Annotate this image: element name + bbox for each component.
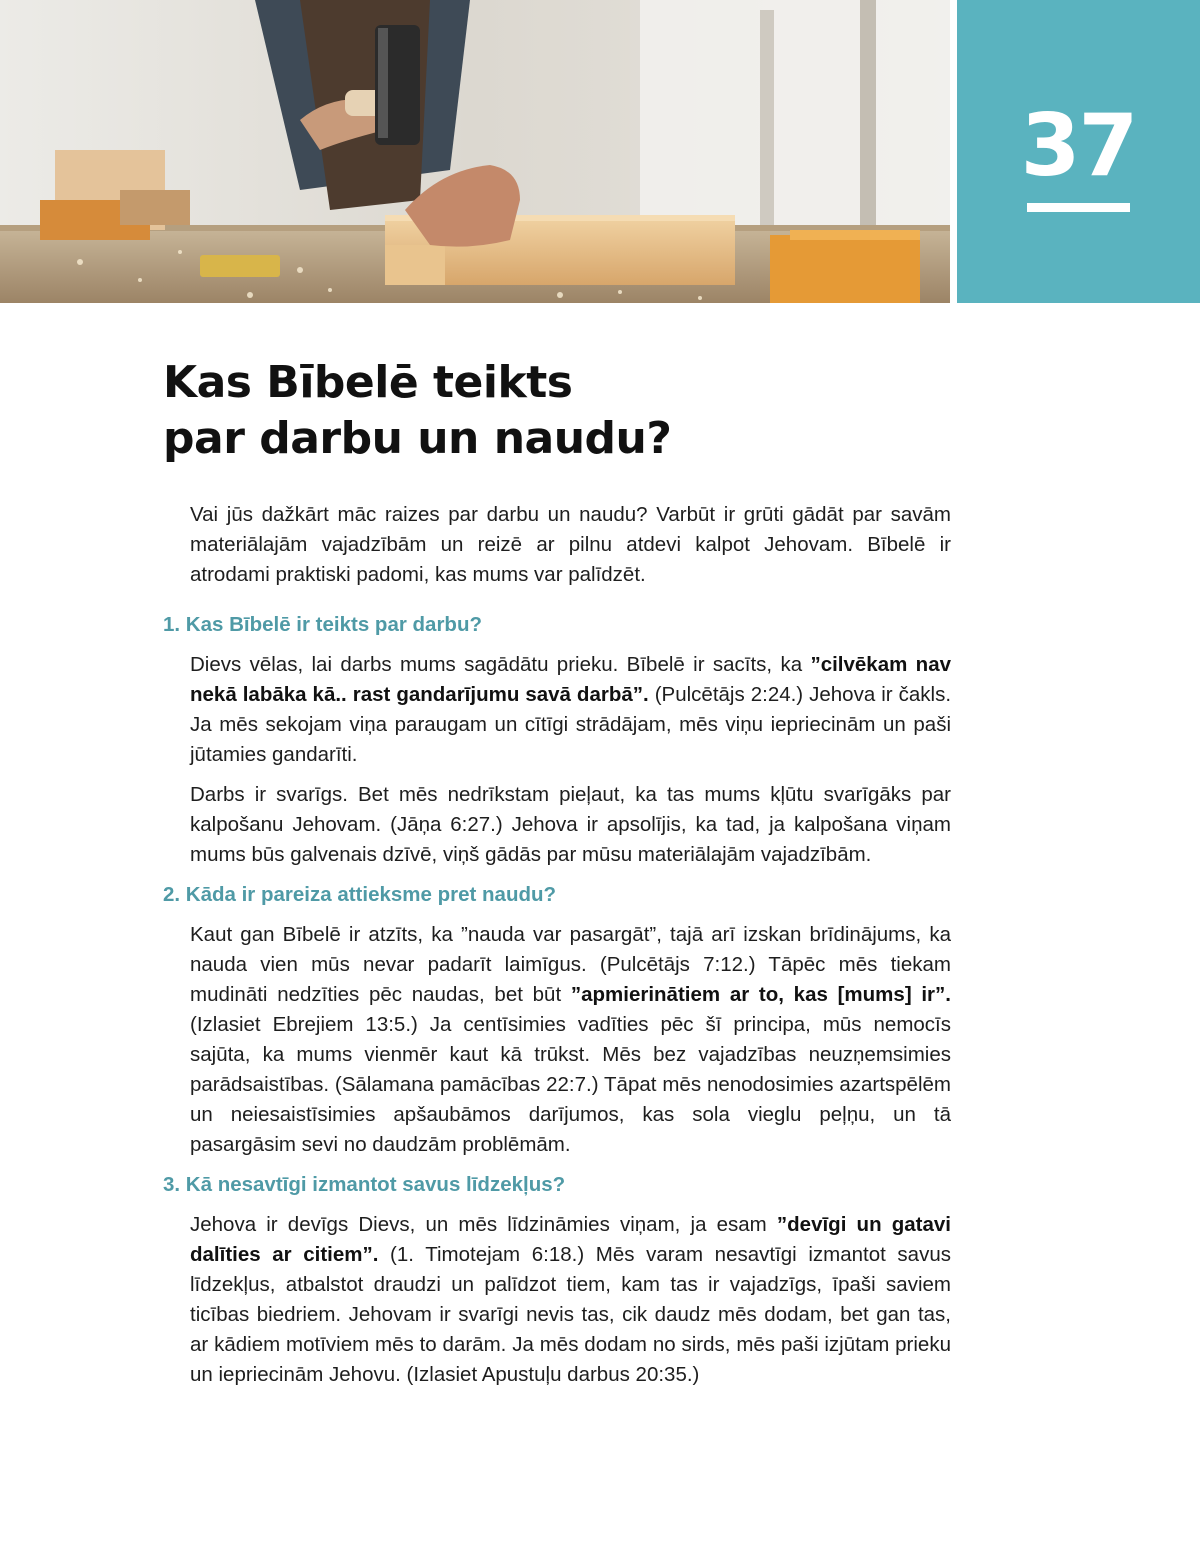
lesson-number-underline: [1027, 203, 1130, 212]
lesson-content: [163, 500, 951, 1400]
intro-paragraph: Vai jūs dažkārt māc raizes par darbu un naudu? Varbūt ir grūti gādāt par savām materiālajām vajadzībām un reizē ar pilnu atdevi kalpot Jehovam. Bībelē ir atrodami praktiski padomi, kas mums var palīdzēt.: [190, 503, 951, 586]
question-heading: 1. Kas Bībelē ir teikts par darbu?: [163, 613, 482, 636]
section-1: [163, 610, 951, 870]
section-3: [163, 1170, 951, 1390]
section-paragraph: Darbs ir svarīgs. Bet mēs nedrīkstam pieļaut, ka tas mums kļūtu svarīgāks par kalpošanu Jehovam. (Jāņa 6:27.) Jehova ir apsolījis, ka tad, ja kalpošana viņam mums būs galvenais dzīvē, viņš gādās par mūsu materiālajām vajadzībām.: [190, 783, 951, 866]
header-photo: [0, 0, 950, 303]
question-heading: 2. Kāda ir pareiza attieksme pret naudu?: [163, 883, 557, 906]
text-run: (Izlasiet Ebrejiem 13:5.) Ja centīsimies vadīties pēc šī principa, mūs nemocīs sajūta, ka mums vienmēr kaut kā trūkst. Mēs bez vajadzības neuzņemsimies parādsaistības. (Sālamana pamācības 22:7.) Tāpat mēs nenodosimies azartspēlēm un neiesaistīsimies apšaubāmos darījumos, kas sola vieglu peļņu, un tā pasargāsim sevi no daudzām problēmām.: [190, 1013, 951, 1156]
section-paragraph: [190, 650, 951, 770]
lesson-number: 37: [1020, 96, 1137, 196]
carpenter-photo: [0, 0, 950, 303]
lesson-number-block: [957, 0, 1200, 303]
bold-quote: ”apmierinātiem ar to, kas [mums] ir”.: [570, 983, 951, 1006]
text-run: (1. Timotejam 6:18.) Mēs varam nesavtīgi izmantot savus līdzekļus, atbalstot draudzi un palīdzot tiem, kam tas ir vajadzīgs, īpaši saviem ticības biedriem. Jehovam ir svarīgi nevis tas, cik daudz mēs dodam, bet gan tas, ar kādiem motīviem mēs to darām. Ja mēs dodam no sirds, mēs paši izjūtam prieku un iepriecinām Jehovu. (Izlasiet Apustuļu darbus 20:35.): [190, 1243, 951, 1386]
bold-quote: ”cilvēkam nav nekā labāka kā.. rast gandarījumu savā darbā”.: [190, 653, 951, 706]
section-paragraph: [190, 1210, 951, 1390]
text-run: Dievs vēlas, lai darbs mums sagādātu prieku. Bībelē ir sacīts, ka: [190, 653, 811, 676]
question-heading: 3. Kā nesavtīgi izmantot savus līdzekļus?: [163, 1173, 566, 1196]
section-paragraph: [190, 920, 951, 1160]
text-run: Jehova ir devīgs Dievs, un mēs līdzināmies viņam, ja esam: [190, 1213, 777, 1236]
section-2: [163, 880, 951, 1160]
page-title-line-1: Kas Bībelē teikts: [163, 357, 573, 408]
text-run: Kaut gan Bībelē ir atzīts, ka ”nauda var pasargāt”, tajā arī izskan brīdinājums, ka nauda vien mūs nevar padarīt laimīgus. (Pulcētājs 7:12.) Tāpēc mēs tiekam mudināti nedzīties pēc naudas, bet būt: [190, 923, 951, 1006]
page-title-line-2: par darbu un naudu?: [163, 413, 672, 464]
page-title: [163, 355, 923, 467]
text-run: (Pulcētājs 2:24.) Jehova ir čakls. Ja mēs sekojam viņa paraugam un cītīgi strādājam, mēs viņu iepriecinām un paši jūtamies gandarīti.: [190, 683, 952, 766]
bold-quote: ”devīgi un gatavi dalīties ar citiem”.: [190, 1213, 951, 1266]
